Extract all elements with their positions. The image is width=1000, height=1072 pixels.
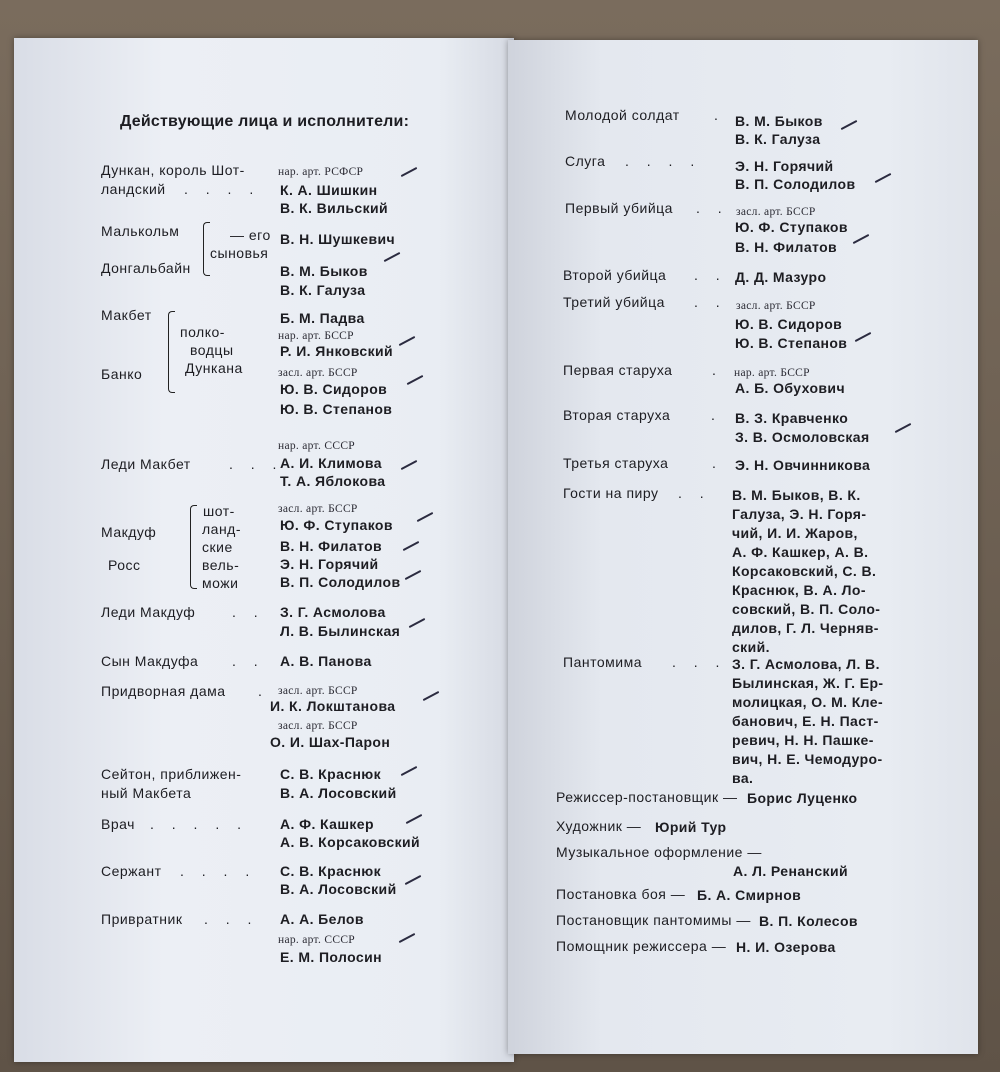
role-seyton-line1: Сейтон, приближен- bbox=[101, 766, 242, 782]
role-macbeth: Макбет bbox=[101, 307, 152, 323]
actor-court-lady-2: О. И. Шах-Парон bbox=[270, 734, 391, 750]
actor-sergeant-1: С. В. Краснюк bbox=[280, 863, 382, 879]
actor-doctor-1: А. Ф. Кашкер bbox=[280, 816, 374, 832]
actor-pantomime-2: Былинская, Ж. Г. Ер- bbox=[732, 675, 884, 691]
actor-murderer-2: Д. Д. Мазуро bbox=[735, 269, 827, 285]
actor-lady-macbeth-2: Т. А. Яблокова bbox=[280, 473, 386, 489]
note-banquo-1: нар. арт. БССР bbox=[278, 330, 354, 342]
role-young-soldier: Молодой солдат bbox=[565, 107, 680, 123]
role-old-woman-1-dots: . bbox=[712, 362, 717, 378]
actor-guests-5: Корсаковский, С. В. bbox=[732, 563, 877, 579]
actor-donalbain-2: В. К. Галуза bbox=[280, 282, 366, 298]
role-old-woman-3-dots: . bbox=[712, 455, 717, 471]
role-murderer-3-dots: . . bbox=[694, 294, 727, 310]
role-servant: Слуга bbox=[565, 153, 606, 169]
note-murderer-1: засл. арт. БССР bbox=[736, 206, 816, 218]
actor-pantomime-4: банович, Е. Н. Паст- bbox=[732, 713, 879, 729]
left-page bbox=[14, 38, 514, 1062]
actor-ross-1: В. Н. Филатов bbox=[280, 538, 383, 554]
role-macbeth-mid3: Дункана bbox=[185, 360, 243, 376]
note-court-lady-2: засл. арт. БССР bbox=[278, 720, 358, 732]
role-son-macduff: Сын Макдуфа bbox=[101, 653, 199, 669]
actor-lady-macduff-2: Л. В. Былинская bbox=[280, 623, 401, 639]
actor-guests-4: А. Ф. Кашкер, А. В. bbox=[732, 544, 869, 560]
page-heading: Действующие лица и исполнители: bbox=[120, 113, 410, 130]
role-duncan-dots: . . . . bbox=[184, 181, 261, 197]
role-banquo: Банко bbox=[101, 366, 143, 382]
actor-banquo-2: Ю. В. Сидоров bbox=[280, 381, 388, 397]
role-guests-dots: . . bbox=[678, 485, 711, 501]
note-court-lady-1: засл. арт. БССР bbox=[278, 685, 358, 697]
role-sergeant: Сержант bbox=[101, 863, 162, 879]
brace-generals bbox=[168, 311, 175, 393]
role-seyton-line2: ный Макбета bbox=[101, 785, 192, 801]
credit-artist-label: Художник — bbox=[556, 818, 642, 834]
actor-murderer-1-2: В. Н. Филатов bbox=[735, 239, 838, 255]
role-lady-macbeth-dots: . . . bbox=[229, 456, 284, 472]
actor-murderer-1-1: Ю. Ф. Ступаков bbox=[735, 219, 848, 235]
actor-pantomime-3: молицкая, О. М. Кле- bbox=[732, 694, 884, 710]
role-young-soldier-dots: . bbox=[714, 107, 719, 123]
role-malcolm: Малькольм bbox=[101, 223, 180, 239]
role-old-woman-2: Вторая старуха bbox=[563, 407, 671, 423]
role-doctor-dots: . . . . . bbox=[150, 816, 249, 832]
note-duncan: нар. арт. РСФСР bbox=[278, 166, 364, 178]
actor-banquo-3: Ю. В. Степанов bbox=[280, 401, 393, 417]
role-murderer-1-dots: . . bbox=[696, 200, 729, 216]
nobles-line-2: ланд- bbox=[202, 521, 242, 537]
role-murderer-1: Первый убийца bbox=[565, 200, 673, 216]
actor-guests-8: дилов, Г. Л. Черняв- bbox=[732, 620, 879, 636]
role-macbeth-mid1: полко- bbox=[180, 324, 225, 340]
actor-servant-2: В. П. Солодилов bbox=[735, 176, 856, 192]
actor-ross-2: Э. Н. Горячий bbox=[280, 556, 379, 572]
role-pantomime: Пантомима bbox=[563, 654, 642, 670]
role-malcolm-mid1: — его bbox=[230, 227, 271, 243]
role-macduff: Макдуф bbox=[101, 524, 157, 540]
actor-porter-2: Е. М. Полосин bbox=[280, 949, 382, 965]
role-duncan-line1: Дункан, король Шот- bbox=[101, 162, 245, 178]
actor-guests-3: чий, И. И. Жаров, bbox=[732, 525, 858, 541]
role-lady-macduff-dots: . . bbox=[232, 604, 265, 620]
role-duncan-line2: ландский bbox=[101, 181, 166, 197]
actor-macduff: Ю. Ф. Ступаков bbox=[280, 517, 393, 533]
actor-pantomime-1: З. Г. Асмолова, Л. В. bbox=[732, 656, 880, 672]
role-lady-macduff: Леди Макдуф bbox=[101, 604, 196, 620]
actor-old-woman-2-2: З. В. Осмоловская bbox=[735, 429, 870, 445]
actor-old-woman-3: Э. Н. Овчинникова bbox=[735, 457, 871, 473]
note-murderer-3: засл. арт. БССР bbox=[736, 300, 816, 312]
actor-duncan-1: К. А. Шишкин bbox=[280, 182, 378, 198]
actor-sergeant-2: В. А. Лосовский bbox=[280, 881, 397, 897]
actor-pantomime-7: ва. bbox=[732, 770, 754, 786]
credit-director-name: Борис Луценко bbox=[747, 790, 858, 806]
actor-donalbain-1: В. М. Быков bbox=[280, 263, 368, 279]
role-lady-macbeth: Леди Макбет bbox=[101, 456, 191, 472]
role-court-lady-dots: . bbox=[258, 683, 263, 699]
credit-assistant-name: Н. И. Озерова bbox=[736, 939, 836, 955]
credit-music-label: Музыкальное оформление — bbox=[556, 844, 762, 860]
role-old-woman-1: Первая старуха bbox=[563, 362, 673, 378]
role-murderer-3: Третий убийца bbox=[563, 294, 665, 310]
actor-malcolm: В. Н. Шушкевич bbox=[280, 231, 396, 247]
actor-guests-6: Краснюк, В. А. Ло- bbox=[732, 582, 866, 598]
note-macduff: засл. арт. БССР bbox=[278, 503, 358, 515]
role-porter: Привратник bbox=[101, 911, 183, 927]
actor-court-lady-1: И. К. Локштанова bbox=[270, 698, 396, 714]
note-lady-macbeth: нар. арт. СССР bbox=[278, 440, 355, 452]
role-sergeant-dots: . . . . bbox=[180, 863, 257, 879]
actor-macbeth: Б. М. Падва bbox=[280, 310, 365, 326]
actor-seyton-2: В. А. Лосовский bbox=[280, 785, 397, 801]
role-pantomime-dots: . . . bbox=[672, 654, 727, 670]
credit-fight-label: Постановка боя — bbox=[556, 886, 686, 902]
role-son-macduff-dots: . . bbox=[232, 653, 265, 669]
credit-panto-label: Постановщик пантомимы — bbox=[556, 912, 751, 928]
actor-porter-1: А. А. Белов bbox=[280, 911, 364, 927]
role-murderer-2-dots: . . bbox=[694, 267, 727, 283]
actor-duncan-2: В. К. Вильский bbox=[280, 200, 389, 216]
credit-artist-name: Юрий Тур bbox=[655, 819, 727, 835]
actor-seyton-1: С. В. Краснюк bbox=[280, 766, 382, 782]
actor-young-soldier-2: В. К. Галуза bbox=[735, 131, 821, 147]
note-porter: нар. арт. СССР bbox=[278, 934, 355, 946]
actor-pantomime-6: вич, Н. Е. Чемодуро- bbox=[732, 751, 883, 767]
actor-old-woman-1: А. Б. Обухович bbox=[735, 380, 845, 396]
role-doctor: Врач bbox=[101, 816, 135, 832]
actor-son-macduff: А. В. Панова bbox=[280, 653, 372, 669]
actor-servant-1: Э. Н. Горячий bbox=[735, 158, 834, 174]
credit-assistant-label: Помощник режиссера — bbox=[556, 938, 727, 954]
actor-lady-macduff-1: З. Г. Асмолова bbox=[280, 604, 386, 620]
actor-murderer-3-2: Ю. В. Степанов bbox=[735, 335, 848, 351]
actor-young-soldier-1: В. М. Быков bbox=[735, 113, 823, 129]
nobles-line-5: можи bbox=[202, 575, 239, 591]
actor-doctor-2: А. В. Корсаковский bbox=[280, 834, 421, 850]
actor-guests-1: В. М. Быков, В. К. bbox=[732, 487, 861, 503]
credit-music-name: А. Л. Ренанский bbox=[733, 863, 848, 879]
note-old-woman-1: нар. арт. БССР bbox=[734, 367, 810, 379]
role-servant-dots: . . . . bbox=[625, 153, 702, 169]
role-macbeth-mid2: водцы bbox=[190, 342, 234, 358]
actor-guests-9: ский. bbox=[732, 639, 770, 655]
role-murderer-2: Второй убийца bbox=[563, 267, 667, 283]
note-banquo-2: засл. арт. БССР bbox=[278, 367, 358, 379]
role-malcolm-mid2: сыновья bbox=[210, 245, 269, 261]
actor-guests-7: совский, В. П. Соло- bbox=[732, 601, 881, 617]
nobles-line-1: шот- bbox=[203, 503, 235, 519]
role-court-lady: Придворная дама bbox=[101, 683, 226, 699]
credit-panto-name: В. П. Колесов bbox=[759, 913, 858, 929]
credit-director-label: Режиссер-постановщик — bbox=[556, 789, 738, 805]
actor-banquo-1: Р. И. Янковский bbox=[280, 343, 394, 359]
actor-lady-macbeth-1: А. И. Климова bbox=[280, 455, 382, 471]
nobles-line-3: ские bbox=[202, 539, 233, 555]
role-old-woman-2-dots: . bbox=[711, 407, 716, 423]
actor-guests-2: Галуза, Э. Н. Горя- bbox=[732, 506, 867, 522]
brace-nobles bbox=[190, 505, 197, 589]
actor-murderer-3-1: Ю. В. Сидоров bbox=[735, 316, 843, 332]
role-ross: Росс bbox=[108, 557, 141, 573]
role-old-woman-3: Третья старуха bbox=[563, 455, 669, 471]
brace-sons bbox=[203, 222, 210, 276]
actor-old-woman-2-1: В. З. Кравченко bbox=[735, 410, 849, 426]
role-guests: Гости на пиру bbox=[563, 485, 659, 501]
actor-pantomime-5: ревич, Н. Н. Пашке- bbox=[732, 732, 874, 748]
nobles-line-4: вель- bbox=[202, 557, 240, 573]
actor-ross-3: В. П. Солодилов bbox=[280, 574, 401, 590]
role-porter-dots: . . . bbox=[204, 911, 259, 927]
role-donalbain: Донгальбайн bbox=[101, 260, 191, 276]
credit-fight-name: Б. А. Смирнов bbox=[697, 887, 802, 903]
